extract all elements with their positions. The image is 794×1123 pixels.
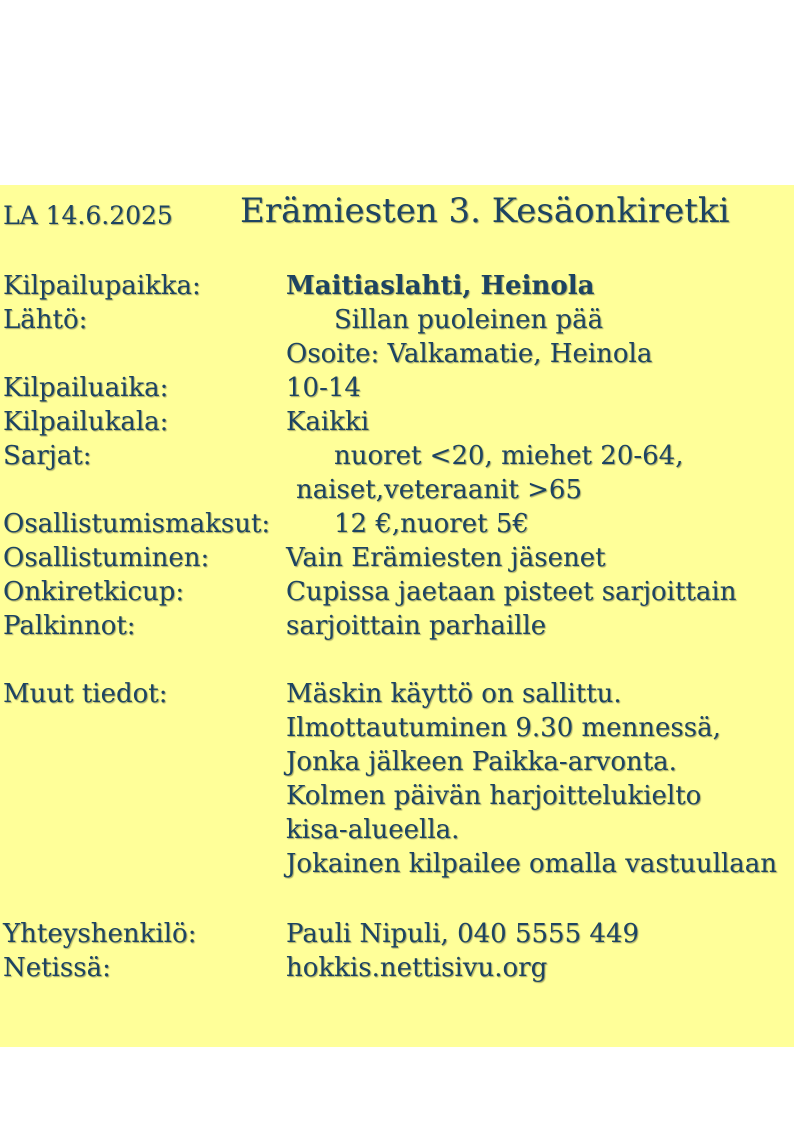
venue-label: Kilpailupaikka: <box>3 271 201 301</box>
series-value: nuoret <20, miehet 20-64, <box>334 441 684 471</box>
web-label: Netissä: <box>3 953 111 983</box>
event-date: LA 14.6.2025 <box>3 201 173 230</box>
participation-value: Vain Erämiesten jäsenet <box>286 543 606 573</box>
time-label: Kilpailuaika: <box>3 373 169 403</box>
time-value: 10-14 <box>286 373 361 403</box>
contact-label: Yhteyshenkilö: <box>3 919 197 949</box>
other-info-label: Muut tiedot: <box>3 679 168 709</box>
web-address: hokkis.nettisivu.org <box>286 953 548 983</box>
event-notice <box>0 185 794 1047</box>
other-info-line: Mäskin käyttö on sallittu. <box>286 679 622 709</box>
other-info-line: Jokainen kilpailee omalla vastuullaan <box>286 849 778 879</box>
series-value-continued: naiset,veteraanit >65 <box>296 475 582 505</box>
other-info-line: kisa-alueella. <box>286 815 460 845</box>
cup-label: Onkiretkicup: <box>3 577 185 607</box>
other-info-line: Jonka jälkeen Paikka-arvonta. <box>286 747 677 777</box>
fish-label: Kilpailukala: <box>3 407 169 437</box>
event-title: Erämiesten 3. Kesäonkiretki <box>240 191 730 231</box>
prizes-label: Palkinnot: <box>3 611 136 641</box>
start-value: Sillan puoleinen pää <box>334 305 604 335</box>
other-info-line: Ilmottautuminen 9.30 mennessä, <box>286 713 721 743</box>
start-label: Lähtö: <box>3 305 88 335</box>
other-info-line: Kolmen päivän harjoittelukielto <box>286 781 702 811</box>
fish-value: Kaikki <box>286 407 370 437</box>
cup-value: Cupissa jaetaan pisteet sarjoittain <box>286 577 737 607</box>
fees-label: Osallistumismaksut: <box>3 509 271 539</box>
fees-value: 12 €,nuoret 5€ <box>334 509 529 539</box>
start-address: Osoite: Valkamatie, Heinola <box>286 339 653 369</box>
contact-value: Pauli Nipuli, 040 5555 449 <box>286 919 640 949</box>
prizes-value: sarjoittain parhaille <box>286 611 547 641</box>
venue-value: Maitiaslahti, Heinola <box>286 271 595 301</box>
series-label: Sarjat: <box>3 441 92 471</box>
participation-label: Osallistuminen: <box>3 543 210 573</box>
